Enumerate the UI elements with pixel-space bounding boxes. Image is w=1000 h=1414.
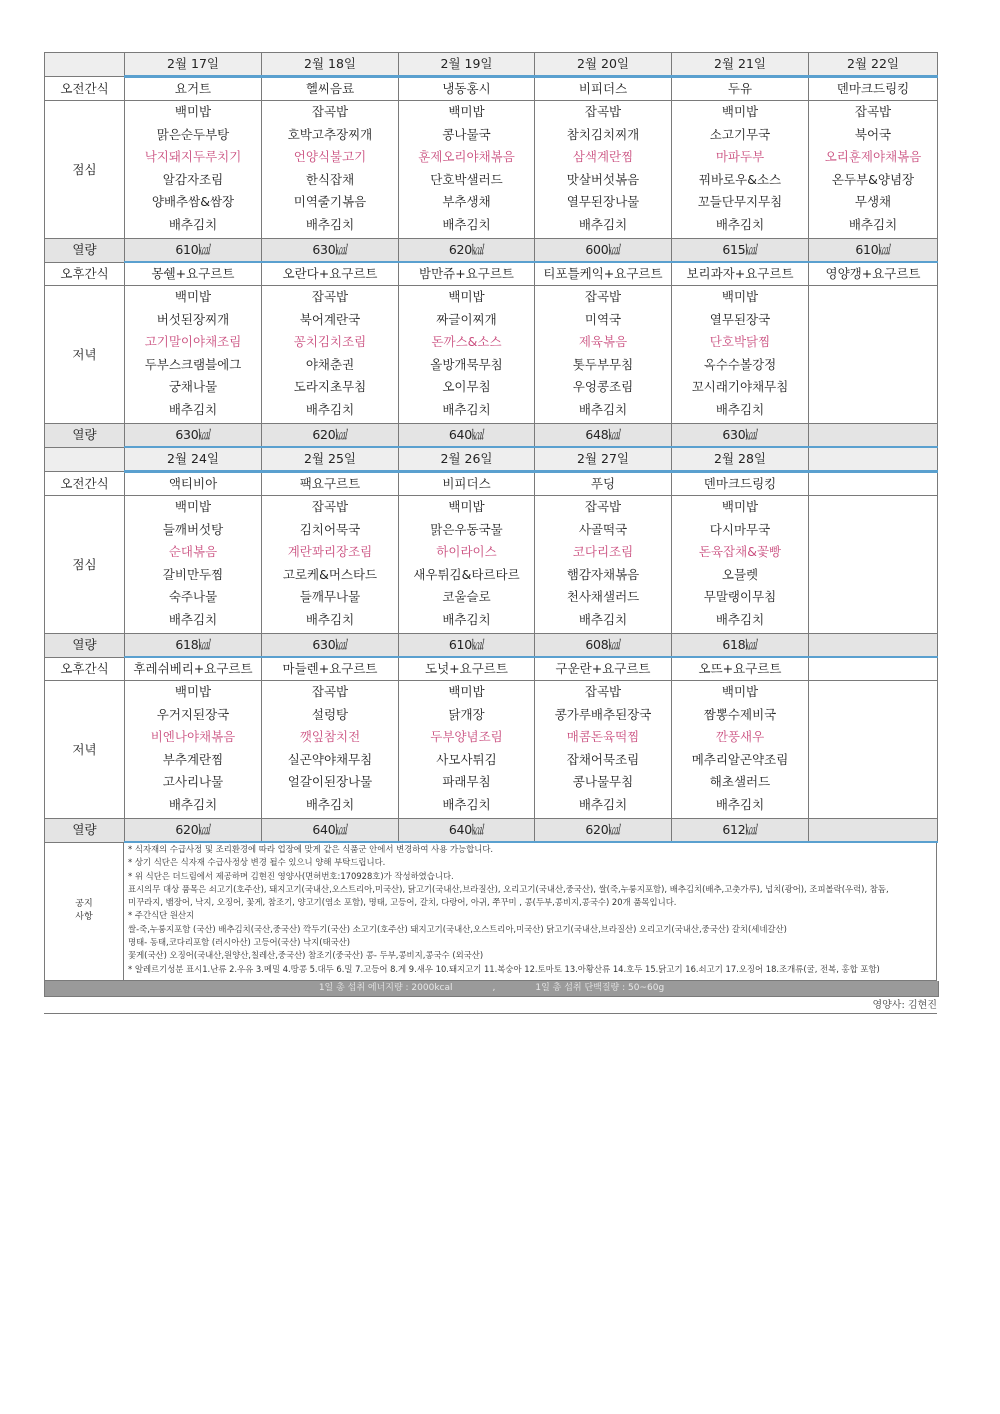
daily-energy: 1일 총 섭취 에너지량 : 2000kcal bbox=[318, 982, 453, 993]
dish-item: 배추김치 bbox=[442, 796, 491, 812]
snack-cell: 후레쉬베리+요구르트 bbox=[125, 657, 262, 681]
corner-cell bbox=[45, 53, 125, 77]
dish-item: 우엉콩조림 bbox=[572, 379, 634, 395]
dish-item: 열무된장나물 bbox=[566, 194, 640, 210]
calorie-cell: 620㎉ bbox=[262, 424, 399, 448]
snack-cell: 오뜨+요구르트 bbox=[672, 657, 809, 681]
meal-plan-table bbox=[44, 52, 938, 843]
dish-item: 북어국 bbox=[854, 126, 892, 142]
dish-item: 백미밥 bbox=[721, 684, 759, 699]
dish-item: 꼬들단무지무침 bbox=[697, 194, 783, 210]
calorie-cell: 600㎉ bbox=[535, 239, 672, 263]
dish-item: 배추김치 bbox=[442, 216, 491, 232]
dish-item: 콩나물무침 bbox=[572, 774, 634, 790]
dinner-day-cell bbox=[672, 681, 809, 819]
dish-item: 실곤약야채무침 bbox=[287, 751, 373, 767]
dish-item: 부추계란찜 bbox=[162, 751, 224, 767]
calorie-cell: 648㎉ bbox=[535, 424, 672, 448]
snack-cell: 냉동홍시 bbox=[399, 77, 535, 101]
dish-item: 잡곡밥 bbox=[311, 499, 349, 514]
calorie-cell: 630㎉ bbox=[262, 634, 399, 658]
snack-cell: 도넛+요구르트 bbox=[399, 657, 535, 681]
morning-snack-row bbox=[45, 77, 938, 101]
dish-item: 고로케&머스타드 bbox=[282, 566, 378, 582]
afternoon-snack-row bbox=[45, 262, 938, 286]
notice-line: * 위 식단은 더드림에서 제공하며 김현진 영양사(면허번호:170928호)가 작성하였습니다. bbox=[128, 870, 454, 881]
dish-item: 야채춘권 bbox=[305, 356, 355, 372]
dish-item: 옥수수볼강정 bbox=[703, 356, 777, 372]
snack-cell: 마들렌+요구르트 bbox=[262, 657, 399, 681]
day-header: 2월 19일 bbox=[399, 53, 535, 77]
calorie-cell: 640㎉ bbox=[399, 424, 535, 448]
dish-item: 백미밥 bbox=[721, 104, 759, 119]
corner-cell bbox=[45, 447, 125, 472]
dish-item: 배추김치 bbox=[305, 216, 355, 232]
calorie-row bbox=[45, 634, 938, 658]
dish-item: 배추김치 bbox=[715, 611, 765, 627]
row-label: 오전간식 bbox=[45, 77, 125, 101]
row-label: 오전간식 bbox=[45, 472, 125, 496]
dish-item: 알감자조림 bbox=[162, 171, 224, 187]
dinner-day-cell bbox=[672, 286, 809, 424]
row-label: 열량 bbox=[45, 634, 125, 658]
dish-item: 잡곡밥 bbox=[311, 289, 349, 304]
lunch-day-cell bbox=[809, 496, 938, 634]
snack-cell: 헬씨음료 bbox=[262, 77, 399, 101]
dish-item: 얼갈이된장나물 bbox=[287, 774, 373, 790]
dish-item: 계란꽈리장조림 bbox=[287, 544, 373, 560]
row-label: 저녁 bbox=[45, 681, 125, 819]
dish-item: 배추김치 bbox=[168, 216, 218, 232]
notice-line: 표시의무 대상 품목은 쇠고기(호주산), 돼지고기(국내산,오스트리아,미국산), 닭고기(국내산,브라질산), 오리고기(국내산,중국산), 쌀(죽,누룽지포함), 배추김치(배추,고춧가루), 넙치(광어), 조피볼락(우럭), 참돔, bbox=[128, 883, 889, 894]
dish-item: 배추김치 bbox=[578, 401, 628, 417]
snack-cell: 비피더스 bbox=[535, 77, 672, 101]
dish-item: 호박고추장찌개 bbox=[287, 126, 373, 142]
calorie-cell: 610㎉ bbox=[399, 634, 535, 658]
snack-cell: 티포틀케익+요구르트 bbox=[535, 262, 672, 286]
row-label: 저녁 bbox=[45, 286, 125, 424]
row-label: 오후간식 bbox=[45, 657, 125, 681]
calorie-cell: 640㎉ bbox=[262, 819, 399, 843]
dish-item: 배추김치 bbox=[168, 796, 218, 812]
dish-item: 훈제오리야채볶음 bbox=[418, 149, 515, 165]
dish-item: 배추김치 bbox=[848, 216, 898, 232]
dish-item: 콩나물국 bbox=[442, 126, 491, 142]
dish-item: 닭개장 bbox=[448, 706, 485, 722]
dinner-day-cell bbox=[399, 286, 535, 424]
dish-item: 백미밥 bbox=[448, 104, 485, 119]
dish-item: 두부스크램블에그 bbox=[144, 356, 242, 372]
dish-item: 궁채나물 bbox=[168, 379, 218, 395]
dinner-row bbox=[45, 681, 938, 819]
dish-item: 백미밥 bbox=[721, 289, 759, 304]
dish-item: 들깨무나물 bbox=[299, 589, 361, 605]
dish-item: 톳두부무침 bbox=[572, 356, 634, 372]
snack-cell: 푸딩 bbox=[535, 472, 672, 496]
snack-cell: 오란다+요구르트 bbox=[262, 262, 399, 286]
calorie-cell: 630㎉ bbox=[672, 424, 809, 448]
snack-cell: 밤만쥬+요구르트 bbox=[399, 262, 535, 286]
dish-item: 꼬시래기야채무침 bbox=[691, 379, 789, 395]
dish-item: 김치어묵국 bbox=[299, 521, 361, 537]
dish-item: 두부양념조림 bbox=[430, 729, 503, 745]
lunch-day-cell bbox=[672, 101, 809, 239]
date-row bbox=[45, 53, 938, 77]
morning-snack-row bbox=[45, 472, 938, 496]
dish-item: 오리훈제야채볶음 bbox=[824, 149, 922, 165]
dish-item: 배추김치 bbox=[715, 216, 765, 232]
dish-item: 열무된장국 bbox=[709, 311, 771, 327]
dinner-day-cell bbox=[262, 286, 399, 424]
dish-item: 백미밥 bbox=[448, 684, 485, 699]
day-header bbox=[809, 447, 938, 472]
snack-cell: 팩요구르트 bbox=[262, 472, 399, 496]
dish-item: 깐풍새우 bbox=[715, 729, 765, 745]
dinner-day-cell bbox=[535, 681, 672, 819]
dish-item: 온두부&양념장 bbox=[831, 171, 915, 187]
dish-item: 단호박샐러드 bbox=[430, 171, 503, 187]
dish-item: 다시마무국 bbox=[709, 521, 771, 537]
dish-item: 매콤돈육떡찜 bbox=[566, 729, 640, 745]
row-label: 점심 bbox=[45, 101, 125, 239]
dinner-day-cell bbox=[535, 286, 672, 424]
snack-cell: 구운란+요구르트 bbox=[535, 657, 672, 681]
notice-line: * 알레르기성분 표시1.난류 2.우유 3.메밀 4.땅콩 5.대두 6.밀 7.고등어 8.게 9.새우 10.돼지고기 11.복숭아 12.토마토 13.아황산류 14.호두 15.닭고기 16.쇠고기 17.오징어 18.조개류(굴, 전복, 홍합 포함) bbox=[128, 963, 880, 974]
lunch-day-cell bbox=[262, 101, 399, 239]
calorie-cell: 612㎉ bbox=[672, 819, 809, 843]
calorie-cell bbox=[809, 424, 938, 448]
dish-item: 단호박닭찜 bbox=[709, 334, 771, 350]
dish-item: 삼색계란찜 bbox=[572, 149, 634, 165]
calorie-cell: 610㎉ bbox=[125, 239, 262, 263]
dinner-row bbox=[45, 286, 938, 424]
calorie-row bbox=[45, 819, 938, 843]
dish-item: 갈비만두찜 bbox=[162, 566, 224, 582]
dinner-day-cell bbox=[125, 681, 262, 819]
dish-item: 메추리알곤약조림 bbox=[691, 751, 789, 767]
calorie-cell: 630㎉ bbox=[262, 239, 399, 263]
snack-cell: 몽쉘+요구르트 bbox=[125, 262, 262, 286]
dish-item: 햄감자채볶음 bbox=[566, 566, 640, 582]
dish-item: 잡채어묵조림 bbox=[566, 751, 640, 767]
dish-item: 낙지돼지두루치기 bbox=[144, 149, 242, 165]
dish-item: 백미밥 bbox=[174, 499, 212, 514]
dish-item: 파래무침 bbox=[442, 774, 491, 790]
dish-item: 도라지초무침 bbox=[293, 379, 367, 395]
dish-item: 꽁치김치조림 bbox=[293, 334, 367, 350]
dish-item: 우거지된장국 bbox=[156, 706, 230, 722]
day-header: 2월 18일 bbox=[262, 53, 399, 77]
dish-item: 들깨버섯탕 bbox=[162, 521, 224, 537]
dish-item: 돈육잡채&꽃빵 bbox=[698, 544, 782, 560]
dish-item: 배추김치 bbox=[305, 611, 355, 627]
dish-item: 마파두부 bbox=[715, 149, 765, 165]
lunch-day-cell bbox=[125, 496, 262, 634]
date-row bbox=[45, 447, 938, 472]
calorie-cell: 620㎉ bbox=[535, 819, 672, 843]
dish-item: 배추김치 bbox=[715, 796, 765, 812]
day-header: 2월 24일 bbox=[125, 447, 262, 472]
lunch-day-cell bbox=[672, 496, 809, 634]
dish-item: 배추김치 bbox=[578, 216, 628, 232]
afternoon-snack-row bbox=[45, 657, 938, 681]
day-header: 2월 20일 bbox=[535, 53, 672, 77]
row-label: 열량 bbox=[45, 819, 125, 843]
lunch-row bbox=[45, 101, 938, 239]
day-header: 2월 22일 bbox=[809, 53, 938, 77]
dish-item: 배추김치 bbox=[578, 796, 628, 812]
dish-item: 해초샐러드 bbox=[709, 774, 771, 790]
dinner-day-cell bbox=[125, 286, 262, 424]
dish-item: 사모사튀김 bbox=[436, 751, 497, 767]
dish-item: 배추김치 bbox=[305, 401, 355, 417]
daily-separator: , bbox=[492, 982, 496, 993]
lunch-day-cell bbox=[809, 101, 938, 239]
snack-cell: 액티비아 bbox=[125, 472, 262, 496]
dinner-day-cell bbox=[809, 286, 938, 424]
dietitian-signature: 영양사: 김현진 bbox=[44, 997, 937, 1014]
dish-item: 백미밥 bbox=[448, 499, 485, 514]
day-header: 2월 21일 bbox=[672, 53, 809, 77]
snack-cell bbox=[809, 472, 938, 496]
dish-item: 무생채 bbox=[854, 194, 892, 210]
calorie-cell bbox=[809, 819, 938, 843]
dish-item: 백미밥 bbox=[721, 499, 759, 514]
dish-item: 천사채샐러드 bbox=[566, 589, 640, 605]
dish-item: 숙주나물 bbox=[168, 589, 218, 605]
dish-item: 순대볶음 bbox=[168, 544, 218, 560]
dish-item: 올방개묵무침 bbox=[430, 356, 503, 372]
dish-item: 잡곡밥 bbox=[584, 104, 622, 119]
dish-item: 맛살버섯볶음 bbox=[566, 171, 640, 187]
dish-item: 잡곡밥 bbox=[584, 684, 622, 699]
dish-item: 백미밥 bbox=[174, 684, 212, 699]
dish-item: 고사리나물 bbox=[162, 774, 224, 790]
day-header: 2월 27일 bbox=[535, 447, 672, 472]
dish-item: 사골떡국 bbox=[578, 521, 628, 537]
dish-item: 무말랭이무침 bbox=[703, 589, 777, 605]
dish-item: 한식잡채 bbox=[305, 171, 355, 187]
dish-item: 잡곡밥 bbox=[854, 104, 892, 119]
dish-item: 배추김치 bbox=[442, 611, 491, 627]
row-label: 열량 bbox=[45, 239, 125, 263]
calorie-row bbox=[45, 424, 938, 448]
snack-cell: 비피더스 bbox=[399, 472, 535, 496]
dish-item: 제육볶음 bbox=[578, 334, 628, 350]
lunch-day-cell bbox=[535, 101, 672, 239]
lunch-day-cell bbox=[535, 496, 672, 634]
dish-item: 콩가루배추된장국 bbox=[554, 706, 652, 722]
day-header: 2월 25일 bbox=[262, 447, 399, 472]
notice-line: * 상기 식단은 식자재 수급사정상 변경 될수 있으니 양해 부탁드립니다. bbox=[128, 857, 386, 868]
calorie-cell: 630㎉ bbox=[125, 424, 262, 448]
snack-cell: 요거트 bbox=[125, 77, 262, 101]
dish-item: 설렁탕 bbox=[311, 706, 349, 722]
dish-item: 소고기무국 bbox=[709, 126, 771, 142]
dish-item: 꿔바로우&소스 bbox=[698, 171, 782, 187]
dish-item: 오이무침 bbox=[442, 379, 491, 395]
snack-cell bbox=[809, 657, 938, 681]
dish-item: 잡곡밥 bbox=[584, 289, 622, 304]
snack-cell: 영양갱+요구르트 bbox=[809, 262, 938, 286]
notice-line: 쌀-죽,누룽지포함 (국산) 배추김치(국산,중국산) 깍두기(국산) 소고기(호주산) 돼지고기(국내산,오스트리아,미국산) 닭고기(국내산,브라질산) 오리고기(국내산,중국산) 갈치(세네갈산) bbox=[128, 923, 787, 934]
dinner-day-cell bbox=[399, 681, 535, 819]
dish-item: 백미밥 bbox=[174, 104, 212, 119]
notice-label: 공지 사항 bbox=[45, 843, 124, 980]
dish-item: 배추김치 bbox=[442, 401, 491, 417]
dish-item: 비엔나야채볶음 bbox=[150, 729, 236, 745]
dish-item: 백미밥 bbox=[448, 289, 485, 304]
dish-item: 배추김치 bbox=[168, 401, 218, 417]
dish-item: 고기말이야채조림 bbox=[144, 334, 242, 350]
dinner-day-cell bbox=[809, 681, 938, 819]
calorie-cell bbox=[809, 634, 938, 658]
dish-item: 짜글이찌개 bbox=[436, 311, 497, 327]
dish-item: 양배추쌈&쌈장 bbox=[151, 194, 235, 210]
dinner-day-cell bbox=[262, 681, 399, 819]
notice-line: 명태- 동태,코다리포함 (러시아산) 고등어(국산) 낙지(태국산) bbox=[128, 937, 351, 948]
lunch-day-cell bbox=[125, 101, 262, 239]
calorie-cell: 620㎉ bbox=[399, 239, 535, 263]
dish-item: 배추김치 bbox=[715, 401, 765, 417]
dish-item: 깻잎참치전 bbox=[299, 729, 361, 745]
lunch-day-cell bbox=[262, 496, 399, 634]
lunch-row bbox=[45, 496, 938, 634]
calorie-cell: 640㎉ bbox=[399, 819, 535, 843]
dish-item: 오믈렛 bbox=[721, 566, 759, 582]
dish-item: 코울슬로 bbox=[442, 589, 491, 605]
dish-item: 부추생채 bbox=[442, 194, 491, 210]
dish-item: 맑은우동국물 bbox=[430, 521, 503, 537]
notice-line: * 주간식단 원산지 bbox=[128, 910, 195, 921]
day-header: 2월 26일 bbox=[399, 447, 535, 472]
calorie-cell: 618㎉ bbox=[125, 634, 262, 658]
row-label: 점심 bbox=[45, 496, 125, 634]
dish-item: 배추김치 bbox=[578, 611, 628, 627]
dish-item: 배추김치 bbox=[168, 611, 218, 627]
snack-cell: 보리과자+요구르트 bbox=[672, 262, 809, 286]
calorie-cell: 610㎉ bbox=[809, 239, 938, 263]
row-label: 열량 bbox=[45, 424, 125, 448]
daily-protein: 1일 총 섭취 단백질량 : 50~60g bbox=[535, 982, 665, 993]
day-header: 2월 17일 bbox=[125, 53, 262, 77]
dish-item: 잡곡밥 bbox=[311, 684, 349, 699]
notice-text bbox=[124, 843, 936, 980]
daily-intake-bar bbox=[44, 981, 939, 997]
dish-item: 북어계란국 bbox=[299, 311, 361, 327]
notice-section bbox=[44, 843, 937, 981]
dish-item: 백미밥 bbox=[174, 289, 212, 304]
snack-cell: 덴마크드링킹 bbox=[809, 77, 938, 101]
snack-cell: 덴마크드링킹 bbox=[672, 472, 809, 496]
dish-item: 미역국 bbox=[584, 311, 622, 327]
dish-item: 맑은순두부탕 bbox=[156, 126, 230, 142]
dish-item: 언양식불고기 bbox=[293, 149, 367, 165]
calorie-row bbox=[45, 239, 938, 263]
dish-item: 배추김치 bbox=[305, 796, 355, 812]
dish-item: 버섯된장찌개 bbox=[156, 311, 230, 327]
row-label: 오후간식 bbox=[45, 262, 125, 286]
day-header: 2월 28일 bbox=[672, 447, 809, 472]
calorie-cell: 608㎉ bbox=[535, 634, 672, 658]
dish-item: 잡곡밥 bbox=[311, 104, 349, 119]
calorie-cell: 615㎉ bbox=[672, 239, 809, 263]
dish-item: 미역줄기볶음 bbox=[293, 194, 367, 210]
dish-item: 돈까스&소스 bbox=[431, 334, 502, 350]
meal-plan-sheet bbox=[44, 52, 941, 1014]
snack-cell: 두유 bbox=[672, 77, 809, 101]
calorie-cell: 620㎉ bbox=[125, 819, 262, 843]
lunch-day-cell bbox=[399, 101, 535, 239]
calorie-cell: 618㎉ bbox=[672, 634, 809, 658]
notice-line: * 식자재의 수급사정 및 조리환경에 따라 업장에 맞게 같은 식품군 안에서 변경하여 사용 가능합니다. bbox=[128, 844, 494, 854]
dish-item: 잡곡밥 bbox=[584, 499, 622, 514]
dish-item: 하이라이스 bbox=[436, 544, 497, 560]
dish-item: 참치김치찌개 bbox=[566, 126, 640, 142]
notice-line: 꽃게(국산) 오징어(국내산,원양산,칠레산,중국산) 참조기(중국산) 콩- 두부,콩비지,콩국수 (외국산) bbox=[128, 950, 484, 961]
dish-item: 새우튀김&타르타르 bbox=[413, 566, 520, 582]
dish-item: 코다리조림 bbox=[572, 544, 634, 560]
dish-item: 짬뽕수제비국 bbox=[703, 706, 777, 722]
notice-line: 미꾸라지, 뱀장어, 낙지, 오징어, 꽃게, 참조기, 양고기(염소 포함), 명태, 고등어, 갈치, 다랑어, 아귀, 쭈꾸미 , 콩(두부,콩비지,콩국수) 20개 품목입니다. bbox=[128, 897, 677, 908]
lunch-day-cell bbox=[399, 496, 535, 634]
